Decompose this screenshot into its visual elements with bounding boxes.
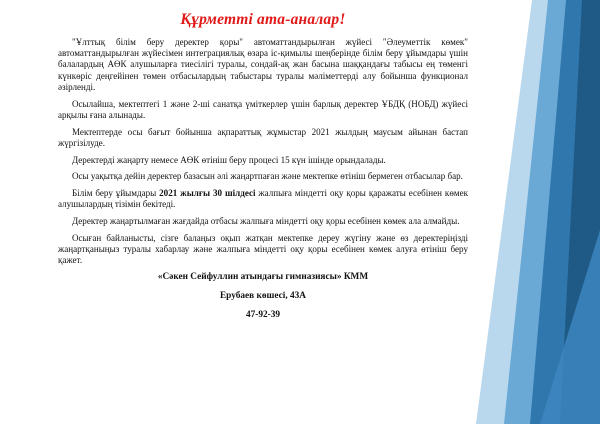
paragraph-5: Осы уақытқа дейін деректер базасын әлі жаңартпаған және мектепке өтініш бермеген отбасылар бар. bbox=[72, 171, 463, 182]
paragraph-4: Деректерді жаңарту немесе АӨК өтініш беру процесі 15 күн ішінде орындалады. bbox=[72, 154, 386, 165]
paragraph-1: "Ұлттық білім беру деректер қоры" автоматтандырылған жүйесі "Әлеуметтік көмек" автоматтандырылған жүйесімен интеграциялық өзара іс-қимылы шеңберінде білім беру ұйымдары үшін балалардың АӨК алушыларға тиесілігі туралы, сондай-ақ жан басына шаққандағы табысы ең төменгі күнкөріс деңгейінен төмен отбасылардың табыстары туралы мәліметтерді алу бойынша функционал әзірленді. bbox=[58, 37, 468, 92]
document-body bbox=[58, 8, 468, 321]
page-title: Құрметті ата-аналар! bbox=[180, 11, 346, 28]
paragraph-6 bbox=[58, 188, 468, 210]
paragraph-2: Осылайша, мектептегі 1 және 2-ші санатқа үміткерлер үшін барлық деректер ҰБДҚ (НОБД) жүйесі арқылы ғана алынады. bbox=[58, 98, 468, 120]
paragraph-6-tail: жалпыға міндетті оқу қоры қаражаты есебінен көмек алушылардың тізімін бекітеді. bbox=[58, 188, 468, 210]
paragraph-7: Деректер жаңартылмаған жағдайда отбасы жалпыға міндетті оқу қоры есебінен көмек ала алмайды. bbox=[72, 216, 460, 227]
paragraph-3: Мектептерде осы бағыт бойынша ақпараттық жұмыстар 2021 жылдың маусым айынан бастап жүргізілуде. bbox=[58, 126, 468, 148]
deadline-date: 2021 жылғы 30 шілдесі bbox=[159, 188, 256, 199]
paragraph-6-lead: Білім беру ұйымдары bbox=[72, 188, 160, 199]
organization-name: «Сәкен Сейфуллин атындағы гимназиясы» КММ bbox=[157, 272, 369, 283]
paragraph-8: Осыған байланысты, сізге балаңыз оқып жатқан мектепке дереу жүгіну және өз деректеріңізді жаңартқаныңыз туралы хабарлау және жалпыға міндетті оқу қоры есебінен көмек алуға өтініш беру қажет. bbox=[58, 233, 468, 266]
phone-number: 47-92-39 bbox=[245, 310, 281, 321]
decorative-blue-panel bbox=[470, 0, 600, 424]
address: Ерубаев көшесі, 43А bbox=[219, 291, 306, 302]
